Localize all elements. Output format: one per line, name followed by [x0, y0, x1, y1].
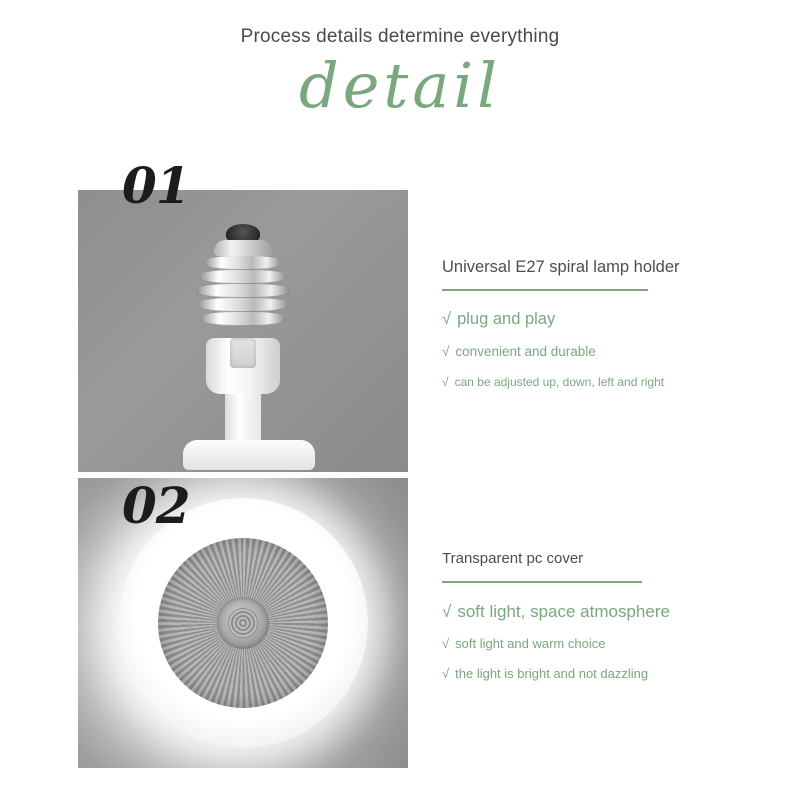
bullet-text: soft light, space atmosphere — [457, 601, 670, 621]
bulb-neck — [214, 240, 272, 256]
screw-threads — [195, 256, 291, 326]
step-number-01: 01 — [122, 156, 190, 215]
e27-lamp-holder-photo — [78, 190, 408, 472]
page-header — [0, 0, 800, 120]
holder-base — [183, 440, 315, 470]
detail-info-01 — [408, 190, 722, 472]
bullet-text: the light is bright and not dazzling — [455, 666, 649, 682]
bullet-text: soft light and warm choice — [455, 635, 606, 651]
check-icon: √ — [442, 343, 450, 359]
detail-bullet-02-3 — [442, 666, 722, 682]
detail-title-02: Transparent pc cover — [442, 549, 584, 567]
detail-info-02 — [408, 478, 722, 768]
check-icon: √ — [442, 666, 450, 682]
bullet-text: plug and play — [457, 310, 556, 329]
detail-section-01 — [78, 190, 722, 472]
detail-bullet-02-1 — [442, 601, 722, 622]
detail-bullet-01-1 — [442, 309, 722, 330]
detail-title-01: Universal E27 spiral lamp holder — [442, 258, 680, 277]
holder-stem — [225, 394, 261, 440]
title-underline-01 — [442, 289, 648, 291]
check-icon: √ — [442, 374, 449, 389]
title-underline-02 — [442, 581, 642, 583]
page-script-heading: detail — [299, 49, 501, 122]
detail-bullet-01-3 — [442, 375, 722, 390]
step-number-02: 02 — [122, 476, 190, 535]
bullet-text: convenient and durable — [455, 343, 596, 359]
ceiling-fan-light-illustration — [118, 498, 368, 748]
detail-bullet-01-2 — [442, 344, 722, 361]
page-title: Process details determine everything — [240, 26, 560, 47]
fan-hub — [217, 597, 269, 649]
check-icon: √ — [442, 601, 452, 621]
check-icon: √ — [442, 635, 450, 651]
detail-bullet-02-2 — [442, 636, 722, 652]
lamp-holder-illustration — [183, 224, 303, 470]
check-icon: √ — [442, 310, 452, 329]
bullet-text: can be adjusted up, down, left and right — [454, 374, 665, 389]
holder-slot — [230, 338, 256, 368]
holder-body — [206, 338, 280, 394]
